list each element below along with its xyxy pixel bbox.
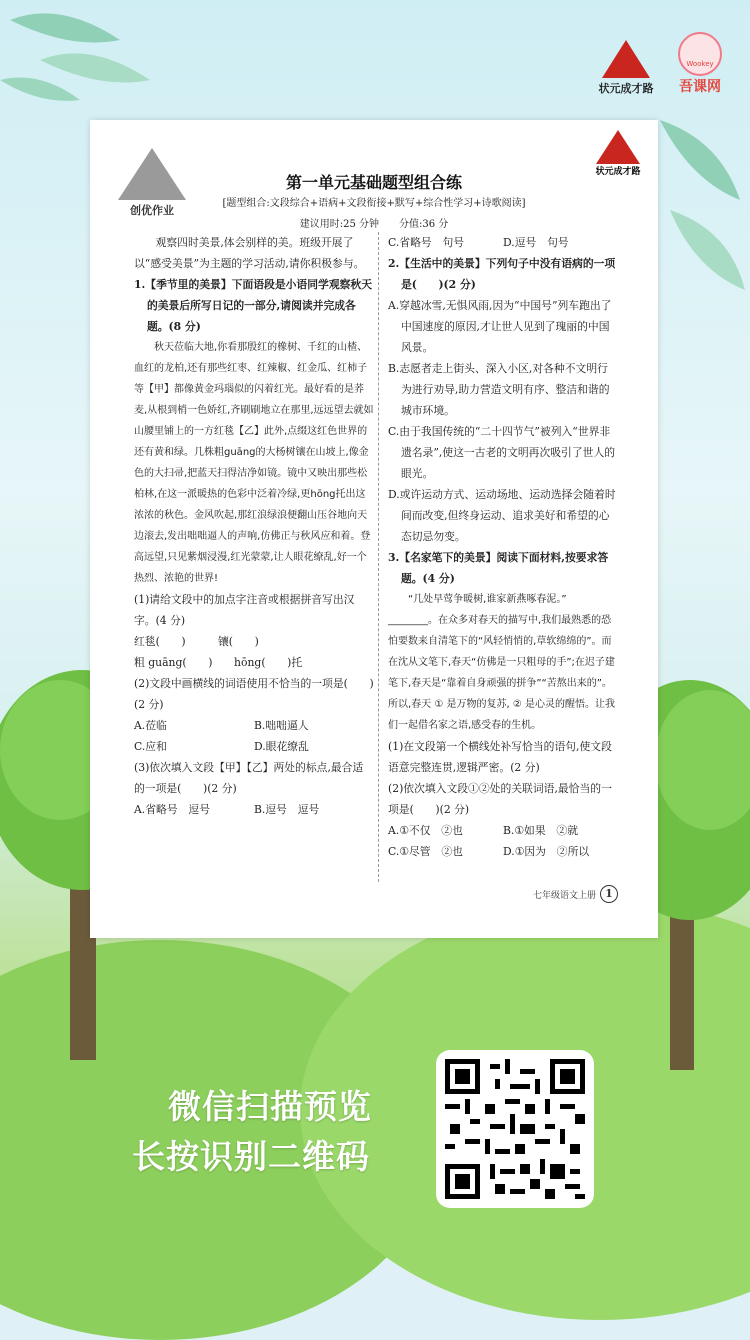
passage-autumn: 秋天莅临大地,你看那殷红的橡树、千红的山楂、血红的龙柏,还有那些红枣、红辣椒、红金瓜、红柿子等【甲】都像黄金玛瑙似的闪着红光。最好看的是荞麦,从根到梢一色娇红,齐刷刷地立在那里,远远望去就如山腰里铺上的一方红毯【乙】此外,点缀这红色世界的还有黄和绿。几株粗guāng的大杨树镶在山坡上,像金色的大扫帚,把蓝天扫得洁净如镜。镜中又映出那些松柏林,在这一派暖热的色彩中泛着冷绿,更hōng托出这浓浓的秋色。金风吹起,那红浪绿浪便翻山压谷地向天边滚去,发出咄咄逼人的声响,仿佛正与秋风应和着。登高远望,只见紫烟浸漫,红光蒙蒙,让人眼花缭乱,好一个热烈、浓艳的世界! xyxy=(134,342,374,584)
pinyin-row-2: 粗 guāng( ) hōng( )托 xyxy=(134,656,303,669)
options-3-2a xyxy=(388,820,618,841)
scan-line-1: 微信扫描预览 xyxy=(168,1087,372,1126)
option: A.莅临 xyxy=(134,719,167,732)
question-1-2: (2)文段中画横线的词语使用不恰当的一项是( )(2 分) xyxy=(134,677,374,711)
question-3-2: (2)依次填入文段①②处的关联词语,最恰当的一项是( )(2 分) xyxy=(388,782,612,816)
leaves-top-left xyxy=(0,0,170,110)
corner-logo: 状元成才路 xyxy=(588,130,648,177)
option: D.①因为 ②所以 xyxy=(503,845,590,858)
chuangyou-badge: 创优作业 xyxy=(110,148,194,218)
passage-spring: ________。在众多对春天的描写中,我们最熟悉的恐怕要数来自清笔下的“风轻悄悄的,草软绵绵的”。而在沈从文笔下,春天“仿佛是一只粗母的手”;在迟子建笔下,春天是“靠着自身顽强的拼争”“苦熬出来的”。所以,春天 ① 是万物的复苏, ② 是心灵的醒悟。让我们一起借名家之语,感受春的生机。 xyxy=(388,615,616,731)
option: B.咄咄逼人 xyxy=(254,719,309,732)
option-2b: B.志愿者走上街头、深入小区,对各种不文明行为进行劝导,助力营造文明有序、整洁和谐的城市环境。 xyxy=(388,362,610,417)
poem-quote: “几处早莺争暖树,谁家新燕啄春泥。” xyxy=(408,594,567,605)
option: A.省略号 逗号 xyxy=(134,803,211,816)
options-1-3a xyxy=(134,799,374,820)
intro-text: 观察四时美景,体会别样的美。班级开展了以“感受美景”为主题的学习活动,请你积极参与。 xyxy=(134,236,365,270)
option: B.逗号 逗号 xyxy=(254,803,320,816)
question-3-1: (1)在文段第一个横线处补写恰当的语句,使文段语意完整连贯,逻辑严密。(2 分) xyxy=(388,740,612,774)
question-1-3: (3)依次填入文段【甲】【乙】两处的标点,最合适的一项是( )(2 分) xyxy=(134,761,364,795)
option-2d: D.或许运动方式、运动场地、运动选择会随着时间而改变,但终身运动、追求美好和希望的心态切忌勿变。 xyxy=(388,488,616,543)
page-number: 1 xyxy=(600,885,618,903)
pinyin-row-1: 红毯( ) 镶( ) xyxy=(134,635,259,648)
option: D.逗号 句号 xyxy=(503,236,569,249)
page-subtitle: [题型组合:文段综合+语病+文段衔接+默写+综合性学习+诗歌阅读] xyxy=(222,198,526,209)
question-3: 3.【名家笔下的美景】阅读下面材料,按要求答题。(4 分) xyxy=(388,551,609,585)
left-column xyxy=(134,232,374,820)
options-1-3b xyxy=(388,232,618,253)
question-2: 2.【生活中的美景】下列句子中没有语病的一项是( )(2 分) xyxy=(388,257,616,291)
column-divider xyxy=(378,232,379,882)
question-1: 1.【季节里的美景】下面语段是小语同学观察秋天的美景后所写日记的一部分,请阅读并完成各题。(8 分) xyxy=(134,278,373,333)
worksheet-page xyxy=(90,120,658,938)
book-name: 七年级语文上册 xyxy=(532,890,596,901)
option: D.眼花缭乱 xyxy=(254,740,309,753)
scan-line-2: 长按识别二维码 xyxy=(132,1137,370,1176)
question-1-1: (1)请给文段中的加点字注音或根据拼音写出汉字。(4 分) xyxy=(134,593,355,627)
option-2a: A.穿越冰雪,无惧风雨,因为“中国号”列车跑出了中国速度的原因,才让世人见到了瑰丽的中国风景。 xyxy=(388,299,612,354)
right-column xyxy=(388,232,618,862)
option: C.应和 xyxy=(134,740,167,753)
time-score: 建议用时:25 分钟 分值:36 分 xyxy=(299,219,449,230)
option: C.省略号 句号 xyxy=(388,236,465,249)
bunny-icon: Wookey xyxy=(678,32,722,76)
page-footer xyxy=(533,885,618,903)
options-1-2a xyxy=(134,715,374,736)
qr-code[interactable] xyxy=(436,1050,594,1208)
option: C.①尽管 ②也 xyxy=(388,845,463,858)
zhuangyuan-logo: 状元成才路 xyxy=(594,40,658,96)
page-title: 第一单元基础题型组合练 xyxy=(285,173,462,192)
option: A.①不仅 ②也 xyxy=(388,824,463,837)
wookey-logo: Wookey 吾课网 xyxy=(668,32,732,96)
option: B.①如果 ②就 xyxy=(503,824,579,837)
brand-logos xyxy=(594,32,732,96)
option-2c: C.由于我国传统的“二十四节气”被列入“世界非遗名录”,使这一古老的文明再次吸引了世人的眼光。 xyxy=(388,425,616,480)
options-3-2b xyxy=(388,841,618,862)
options-1-2b xyxy=(134,736,374,757)
qr-code-icon xyxy=(445,1059,585,1199)
scan-prompt xyxy=(132,1082,372,1182)
